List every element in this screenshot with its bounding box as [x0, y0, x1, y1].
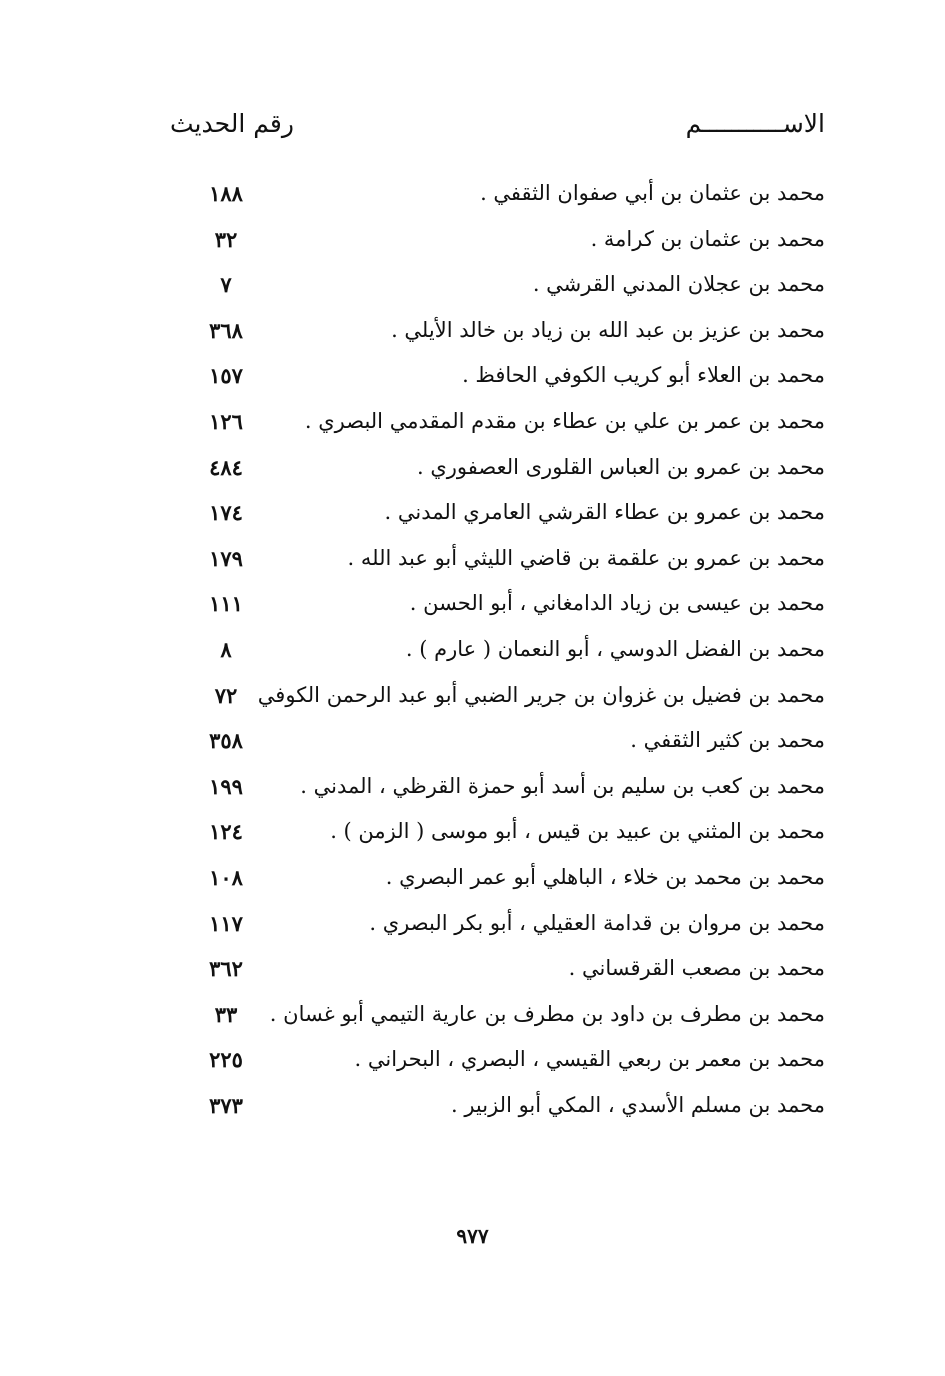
hadith-number: ٧٢: [214, 682, 238, 708]
narrator-name: محمد بن محمد بن خلاء ، الباهلي أبو عمر البصري .: [385, 864, 825, 889]
hadith-number: ٢٢٥: [209, 1047, 243, 1073]
hadith-number: ١٩٩: [209, 773, 243, 799]
list-item: [170, 308, 825, 354]
hadith-number: ٣٢: [214, 226, 238, 252]
list-item: [170, 217, 825, 263]
narrator-name: محمد بن عثمان بن أبي صفوان الثقفي .: [480, 181, 825, 205]
narrator-name: محمد بن كعب بن سليم بن أسد أبو حمزة القرظي ، المدني .: [300, 773, 825, 798]
hadith-number: ٨: [220, 636, 232, 662]
list-item: [170, 809, 825, 855]
table-header: [170, 104, 825, 144]
narrator-index-list: [170, 171, 825, 1128]
narrator-name: محمد بن معمر بن ربعي القيسي ، البصري ، البحراني .: [354, 1047, 825, 1072]
narrator-name: محمد بن عثمان بن كرامة .: [590, 226, 825, 251]
hadith-number: ١٨٨: [209, 181, 243, 206]
narrator-name: محمد بن عمر بن علي بن عطاء بن مقدم المقدمي البصري .: [304, 408, 825, 433]
list-item: [170, 399, 825, 445]
hadith-number: ١٥٧: [209, 363, 243, 389]
hadith-number: ١١٧: [209, 910, 243, 936]
narrator-name: محمد بن فضيل بن غزوان بن جرير الضبي أبو عبد الرحمن الكوفي: [257, 682, 825, 707]
hadith-number: ٧: [220, 272, 232, 298]
list-item: [170, 946, 825, 992]
list-item: [170, 445, 825, 491]
list-item: [170, 171, 825, 217]
narrator-name: محمد بن العلاء أبو كريب الكوفي الحافظ .: [462, 363, 825, 388]
list-item: [170, 581, 825, 627]
hadith-number: ٣٥٨: [209, 728, 243, 754]
hadith-number: ٣٦٢: [209, 956, 243, 982]
narrator-name: محمد بن عمرو بن العباس القلورى العصفوري .: [416, 454, 825, 479]
hadith-number-column-header: رقم الحديث: [170, 109, 294, 138]
narrator-name: محمد بن مطرف بن داود بن مطرف بن عارية التيمي أبو غسان .: [269, 1001, 825, 1026]
narrator-name: محمد بن عمرو بن علقمة بن قاضي الليثي أبو عبد الله .: [347, 545, 825, 570]
list-item: [170, 536, 825, 582]
list-item: [170, 718, 825, 764]
hadith-number: ١٧٤: [209, 500, 243, 526]
list-item: [170, 673, 825, 719]
hadith-number: ٣٦٨: [209, 317, 243, 343]
hadith-number: ١٢٤: [209, 819, 243, 845]
list-item: [170, 1083, 825, 1129]
narrator-name: محمد بن عزيز بن عبد الله بن زياد بن خالد الأيلي .: [391, 317, 825, 342]
narrator-name: محمد بن مروان بن قدامة العقيلي ، أبو بكر البصري .: [369, 910, 825, 935]
hadith-number: ٣٧٣: [209, 1092, 243, 1118]
list-item: [170, 490, 825, 536]
hadith-number: ٤٨٤: [209, 454, 243, 480]
narrator-name: محمد بن عيسى بن زياد الدامغاني ، أبو الحسن .: [409, 591, 825, 616]
hadith-number: ١٧٩: [209, 545, 243, 571]
list-item: [170, 262, 825, 308]
list-item: [170, 353, 825, 399]
list-item: [170, 627, 825, 673]
narrator-name: محمد بن عجلان المدني القرشي .: [532, 272, 825, 297]
list-item: [170, 855, 825, 901]
list-item: [170, 764, 825, 810]
narrator-name: محمد بن كثير الثقفي .: [630, 728, 825, 753]
narrator-name: محمد بن الفضل الدوسي ، أبو النعمان ( عارم ) .: [405, 636, 825, 661]
narrator-name: محمد بن عمرو بن عطاء القرشي العامري المدني .: [384, 500, 825, 525]
hadith-number: ٣٣: [214, 1001, 238, 1027]
hadith-number: ١٠٨: [209, 864, 243, 890]
list-item: [170, 992, 825, 1038]
hadith-number: ١١١: [209, 591, 243, 617]
list-item: [170, 901, 825, 947]
narrator-name: محمد بن مسلم الأسدي ، المكي أبو الزبير .: [450, 1092, 825, 1117]
hadith-number: ١٢٦: [209, 408, 243, 434]
name-column-header: الاســـــــــــم: [685, 109, 825, 138]
list-item: [170, 1037, 825, 1083]
narrator-name: محمد بن مصعب القرقساني .: [568, 956, 825, 981]
page-number: ٩٧٧: [456, 1224, 489, 1248]
narrator-name: محمد بن المثني بن عبيد بن قيس ، أبو موسى ( الزمن ) .: [330, 819, 825, 844]
